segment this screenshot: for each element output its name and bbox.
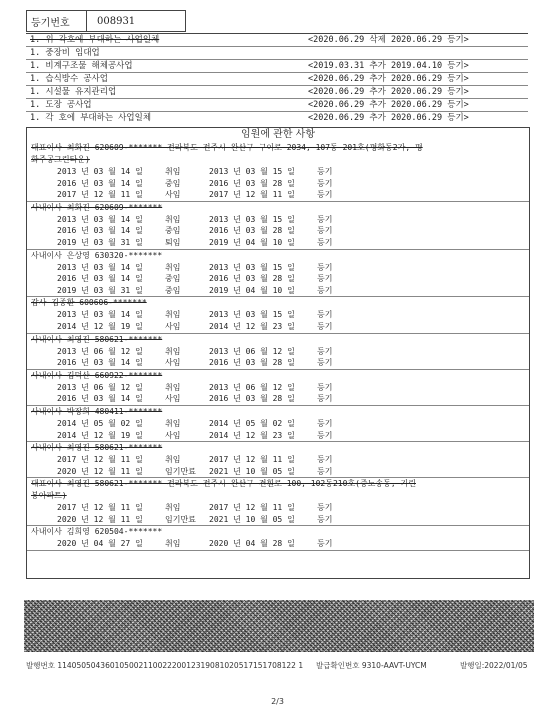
purpose-text: 1. 위 각호에 부대하는 사업일체 xyxy=(30,35,160,45)
registration-date: 2017 년 12 월 11 일 xyxy=(209,190,295,200)
page-number: 2/3 xyxy=(271,697,284,706)
event-date: 2020 년 12 월 11 일 xyxy=(57,514,143,524)
event-date: 2016 년 03 월 14 일 xyxy=(57,394,143,404)
officer-block xyxy=(27,334,529,370)
registration-label: 등기 xyxy=(317,262,333,272)
registration-date: 2019 년 04 월 10 일 xyxy=(209,285,295,295)
officer-event-row xyxy=(27,273,529,285)
officer-event-row xyxy=(27,514,529,526)
registration-date: 2013 년 06 월 12 일 xyxy=(209,382,295,392)
registration-label: 등기 xyxy=(317,226,333,236)
business-purpose-list xyxy=(26,33,528,124)
event-type: 취임 xyxy=(165,346,181,356)
registration-label: 등기 xyxy=(317,346,333,356)
registration-label: 등기 xyxy=(317,382,333,392)
officer-event-row xyxy=(27,189,529,201)
event-date: 2014 년 12 월 19 일 xyxy=(57,430,143,440)
registration-label: 등기 xyxy=(317,321,333,331)
event-date: 2013 년 06 월 12 일 xyxy=(57,382,143,392)
registration-label: 등기 xyxy=(317,358,333,368)
event-type: 취임 xyxy=(165,262,181,272)
registration-date: 2016 년 03 월 28 일 xyxy=(209,358,295,368)
officer-header xyxy=(27,442,529,454)
registration-date: 2013 년 06 월 12 일 xyxy=(209,346,295,356)
registration-label: 등기 xyxy=(317,310,333,320)
registration-date: 2013 년 03 월 15 일 xyxy=(209,262,295,272)
event-date: 2020 년 04 월 27 일 xyxy=(57,539,143,549)
officer-address-cont xyxy=(27,154,529,166)
confirmation-number: 발급확인번호 9310-AAVT-UYCM xyxy=(316,661,427,670)
purpose-row xyxy=(26,112,528,124)
event-type: 사임 xyxy=(165,321,181,331)
registration-label: 등기 xyxy=(317,274,333,284)
purpose-row xyxy=(26,86,528,99)
officers-title: 임원에 관한 사항 xyxy=(241,129,315,140)
registration-label: 등기 xyxy=(317,285,333,295)
registration-date: 2013 년 03 월 15 일 xyxy=(209,214,295,224)
event-type: 임기만료 xyxy=(165,514,196,524)
event-type: 중임 xyxy=(165,178,181,188)
officer-event-row xyxy=(27,454,529,466)
event-type: 취임 xyxy=(165,214,181,224)
registration-label: 등기 xyxy=(317,455,333,465)
registration-date: 2021 년 10 월 05 일 xyxy=(209,466,295,476)
officer-block xyxy=(27,202,529,250)
issue-date: 발행일:2022/01/05 xyxy=(460,661,528,670)
registration-label: 등기 xyxy=(317,178,333,188)
officer-header xyxy=(27,250,529,262)
event-type: 취임 xyxy=(165,167,181,176)
registration-label: 등기 xyxy=(317,503,333,513)
officer-name-line: 사내이사 박장희 480411-******* xyxy=(31,406,163,416)
purpose-text: 1. 중장비 임대업 xyxy=(30,48,100,58)
registration-date: 2016 년 03 월 28 일 xyxy=(209,394,295,404)
officer-block xyxy=(27,526,529,551)
officer-event-row xyxy=(27,225,529,237)
registration-date: 2013 년 03 월 15 일 xyxy=(209,310,295,320)
registration-date: 2016 년 03 월 28 일 xyxy=(209,178,295,188)
event-type: 취임 xyxy=(165,539,181,549)
officer-event-row xyxy=(27,214,529,226)
purpose-dates: <2020.06.29 추가 2020.06.29 등기> xyxy=(308,87,469,97)
officer-event-row xyxy=(27,382,529,394)
event-date: 2020 년 12 월 11 일 xyxy=(57,466,143,476)
event-type: 취임 xyxy=(165,455,181,465)
officer-address-line: 봉아파트) xyxy=(31,491,67,501)
officer-list xyxy=(27,142,529,551)
officer-event-row xyxy=(27,357,529,369)
purpose-dates: <2020.06.29 삭제 2020.06.29 등기> xyxy=(308,35,469,45)
event-type: 사임 xyxy=(165,430,181,440)
officer-name-line: 사내이사 최영진 580621-******* xyxy=(31,443,163,453)
officer-event-row xyxy=(27,538,529,550)
event-date: 2014 년 12 월 19 일 xyxy=(57,321,143,331)
registration-number-value: 008931 xyxy=(97,15,136,27)
registration-date: 2019 년 04 월 10 일 xyxy=(209,237,295,247)
event-type: 중임 xyxy=(165,226,181,236)
officer-address-cont xyxy=(27,490,529,502)
purpose-row xyxy=(26,60,528,73)
officer-name-line: 사내이사 최영진 580621-******* xyxy=(31,334,163,344)
officer-block xyxy=(27,250,529,298)
purpose-dates: <2020.06.29 추가 2020.06.29 등기> xyxy=(308,100,469,110)
event-type: 취임 xyxy=(165,310,181,320)
officer-event-row xyxy=(27,346,529,358)
event-date: 2016 년 03 월 14 일 xyxy=(57,226,143,236)
registration-date: 2017 년 12 월 11 일 xyxy=(209,503,295,513)
event-type: 사임 xyxy=(165,190,181,200)
event-date: 2013 년 03 월 14 일 xyxy=(57,262,143,272)
event-date: 2019 년 03 월 31 일 xyxy=(57,285,143,295)
registration-number-label: 등기번호 xyxy=(27,11,87,31)
event-type: 취임 xyxy=(165,418,181,428)
event-type: 임기만료 xyxy=(165,466,196,476)
officer-header xyxy=(27,526,529,538)
registration-date: 2013 년 03 월 15 일 xyxy=(209,167,295,176)
officer-block xyxy=(27,297,529,333)
officer-event-row xyxy=(27,430,529,442)
event-date: 2016 년 03 월 14 일 xyxy=(57,178,143,188)
officer-block xyxy=(27,142,529,202)
registration-date: 2017 년 12 월 11 일 xyxy=(209,455,295,465)
officer-name-line: 사내이사 최화진 620609-******* xyxy=(31,202,163,212)
officer-event-row xyxy=(27,418,529,430)
officer-name-line: 대표이사 최화진 620609-******* 전라북도 전주시 완산구 구이로 2034, 107동 201호(평화동2가, 평 xyxy=(31,143,423,152)
officer-block xyxy=(27,442,529,478)
officer-event-row xyxy=(27,178,529,190)
officer-block xyxy=(27,406,529,442)
event-type: 사임 xyxy=(165,358,181,368)
officer-block xyxy=(27,370,529,406)
registration-label: 등기 xyxy=(317,466,333,476)
officer-name-line: 대표이사 최영진 580621-******* 전라북도 전주시 완산구 견훤로 100, 102동210호(중노송동, 기린 xyxy=(31,479,416,489)
event-type: 퇴임 xyxy=(165,237,181,247)
registration-date: 2014 년 12 월 23 일 xyxy=(209,321,295,331)
officer-name-line: 사내이사 김덕산 660922-******* xyxy=(31,370,163,380)
officer-event-row xyxy=(27,502,529,514)
event-type: 취임 xyxy=(165,503,181,513)
registration-label: 등기 xyxy=(317,418,333,428)
officer-header xyxy=(27,478,529,490)
officer-name-line: 사내이사 김희영 620504-******* xyxy=(31,527,163,537)
purpose-text: 1. 시설물 유지관리업 xyxy=(30,87,117,97)
officer-header xyxy=(27,142,529,154)
event-date: 2019 년 03 월 31 일 xyxy=(57,237,143,247)
officer-block xyxy=(27,478,529,526)
purpose-text: 1. 습식방수 공사업 xyxy=(30,74,108,84)
officer-address-line: 화주공그린타운) xyxy=(31,155,90,164)
registration-label: 등기 xyxy=(317,514,333,524)
event-date: 2017 년 12 월 11 일 xyxy=(57,455,143,465)
officer-header xyxy=(27,406,529,418)
officer-name-line: 사내이사 은상영 630320-******* xyxy=(31,250,163,260)
event-type: 사임 xyxy=(165,394,181,404)
registration-date: 2016 년 03 월 28 일 xyxy=(209,274,295,284)
event-date: 2017 년 12 월 11 일 xyxy=(57,503,143,513)
registration-date: 2021 년 10 월 05 일 xyxy=(209,514,295,524)
event-date: 2013 년 03 월 14 일 xyxy=(57,310,143,320)
purpose-dates: <2020.06.29 추가 2020.06.29 등기> xyxy=(308,113,469,123)
registration-label: 등기 xyxy=(317,190,333,200)
registration-label: 등기 xyxy=(317,167,333,176)
registration-label: 등기 xyxy=(317,214,333,224)
officers-section xyxy=(26,127,530,579)
officer-event-row xyxy=(27,393,529,405)
purpose-row xyxy=(26,99,528,112)
registration-label: 등기 xyxy=(317,237,333,247)
security-barcode-pattern xyxy=(24,600,534,652)
event-date: 2016 년 03 월 14 일 xyxy=(57,358,143,368)
officer-header xyxy=(27,202,529,214)
event-date: 2013 년 03 월 14 일 xyxy=(57,167,143,176)
purpose-text: 1. 도장 공사업 xyxy=(30,100,92,110)
purpose-text: 1. 각 호에 부대하는 사업일체 xyxy=(30,113,152,123)
purpose-dates: <2020.06.29 추가 2020.06.29 등기> xyxy=(308,74,469,84)
officer-event-row xyxy=(27,285,529,297)
registration-label: 등기 xyxy=(317,430,333,440)
registration-date: 2020 년 04 월 28 일 xyxy=(209,539,295,549)
officer-event-row xyxy=(27,466,529,478)
event-type: 중임 xyxy=(165,285,181,295)
officer-header xyxy=(27,370,529,382)
officer-event-row xyxy=(27,321,529,333)
officer-header xyxy=(27,334,529,346)
officer-event-row xyxy=(27,309,529,321)
event-date: 2014 년 05 월 02 일 xyxy=(57,418,143,428)
registration-label: 등기 xyxy=(317,394,333,404)
purpose-text: 1. 비계구조물 해체공사업 xyxy=(30,61,133,71)
registration-date: 2014 년 12 월 23 일 xyxy=(209,430,295,440)
registration-label: 등기 xyxy=(317,539,333,549)
officer-event-row xyxy=(27,166,529,178)
officer-header xyxy=(27,297,529,309)
issue-number: 발행번호 11405050436010500211002220012319081020517151708122 1 xyxy=(26,661,304,670)
purpose-row xyxy=(26,47,528,60)
registration-number-box xyxy=(26,10,186,32)
purpose-row xyxy=(26,34,528,47)
event-date: 2017 년 12 월 11 일 xyxy=(57,190,143,200)
officer-event-row xyxy=(27,262,529,274)
purpose-dates: <2019.03.31 추가 2019.04.10 등기> xyxy=(308,61,469,71)
event-date: 2016 년 03 월 14 일 xyxy=(57,274,143,284)
event-date: 2013 년 06 월 12 일 xyxy=(57,346,143,356)
event-date: 2013 년 03 월 14 일 xyxy=(57,214,143,224)
registration-date: 2016 년 03 월 28 일 xyxy=(209,226,295,236)
officer-name-line: 감사 김종환 600606-******* xyxy=(31,298,147,308)
event-type: 중임 xyxy=(165,274,181,284)
purpose-row xyxy=(26,73,528,86)
event-type: 취임 xyxy=(165,382,181,392)
registration-date: 2014 년 05 월 02 일 xyxy=(209,418,295,428)
officer-event-row xyxy=(27,237,529,249)
